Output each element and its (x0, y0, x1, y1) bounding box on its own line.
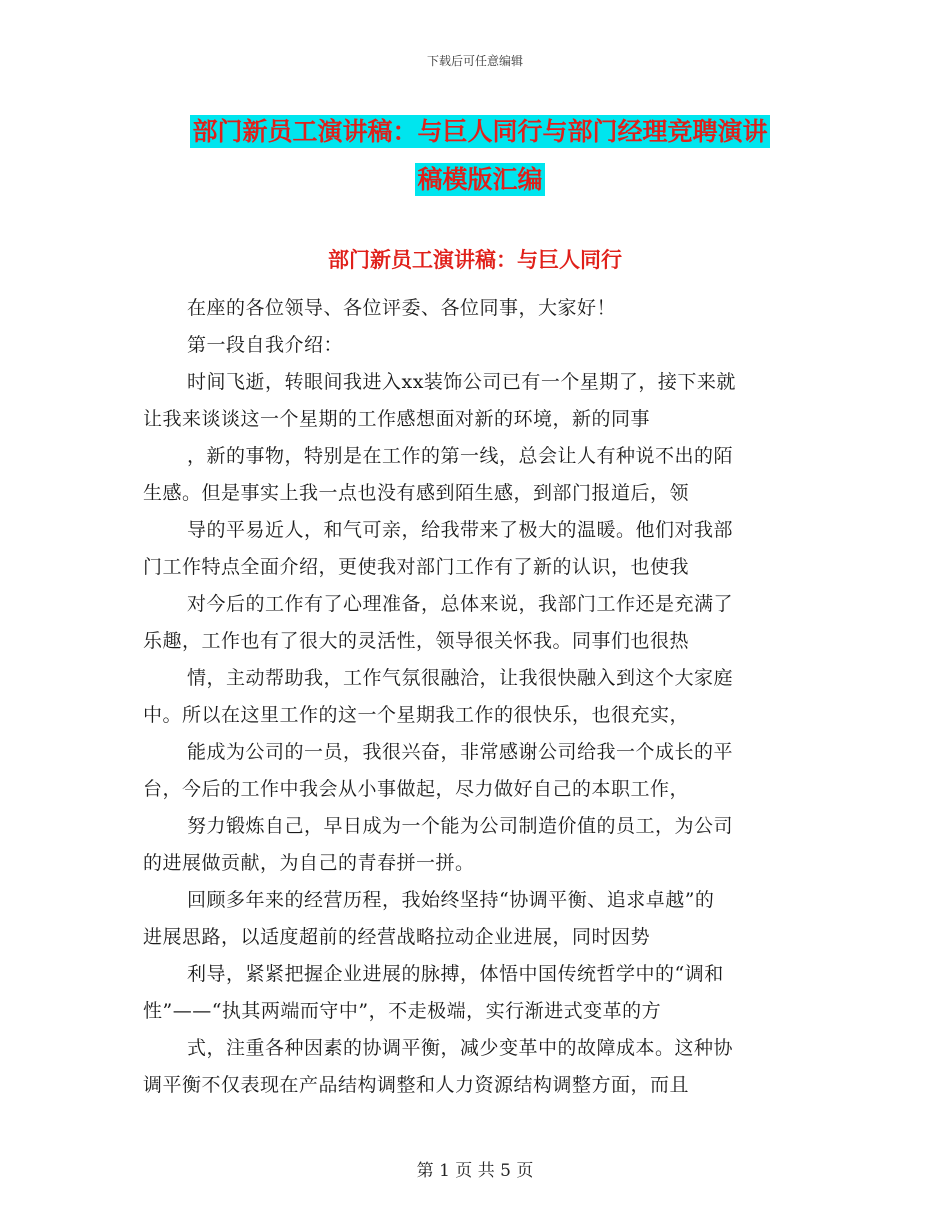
body-line: 回顾多年来的经营历程，我始终坚持“协调平衡、追求卓越”的 (187, 889, 715, 911)
body-line: 努力锻炼自己，早日成为一个能为公司制造价值的员工，为公司 (187, 815, 734, 837)
body-line: ，新的事物，特别是在工作的第一线，总会让人有种说不出的陌 (187, 445, 734, 467)
title-line-2: 稿模版汇编 (417, 165, 543, 194)
body-line: 乐趣，工作也有了很大的灵活性，领导很关怀我。同事们也很热 (143, 630, 690, 652)
body-line: 性”——“执其两端而守中”，不走极端，实行渐进式变革的方 (143, 1000, 662, 1022)
body-line: 式，注重各种因素的协调平衡，减少变革中的故障成本。这种协 (187, 1037, 734, 1059)
page-footer: 第 1 页 共 5 页 (416, 1161, 534, 1181)
document-body (143, 290, 803, 1104)
body-line: 第一段自我介绍： (187, 334, 344, 356)
document-title (140, 108, 820, 204)
body-line: 门工作特点全面介绍，更使我对部门工作有了新的认识，也使我 (143, 556, 690, 578)
body-line: 中。所以在这里工作的这一个星期我工作的很快乐，也很充实， (143, 704, 690, 726)
body-line: 导的平易近人，和气可亲，给我带来了极大的温暖。他们对我部 (187, 519, 734, 541)
body-line: 的进展做贡献，为自己的青春拼一拼。 (143, 852, 475, 874)
body-line: 时间飞逝，转眼间我进入xx装饰公司已有一个星期了，接下来就 (187, 371, 736, 393)
body-line: 在座的各位领导、各位评委、各位同事，大家好！ (187, 297, 617, 319)
section-title: 部门新员工演讲稿：与巨人同行 (328, 248, 622, 272)
body-line: 生感。但是事实上我一点也没有感到陌生感，到部门报道后，领 (143, 482, 690, 504)
header-note: 下载后可任意编辑 (426, 54, 523, 68)
body-line: 能成为公司的一员，我很兴奋，非常感谢公司给我一个成长的平 (187, 741, 734, 763)
body-line: 对今后的工作有了心理准备，总体来说，我部门工作还是充满了 (187, 593, 734, 615)
body-line: 调平衡不仅表现在产品结构调整和人力资源结构调整方面，而且 (143, 1074, 690, 1096)
body-line: 台，今后的工作中我会从小事做起，尽力做好自己的本职工作， (143, 778, 690, 800)
body-line: 进展思路，以适度超前的经营战略拉动企业进展，同时因势 (143, 926, 651, 948)
body-line: 情，主动帮助我，工作气氛很融洽，让我很快融入到这个大家庭 (187, 667, 734, 689)
title-line-1: 部门新员工演讲稿：与巨人同行与部门经理竞聘演讲 (192, 117, 768, 146)
body-line: 让我来谈谈这一个星期的工作感想面对新的环境，新的同事 (143, 408, 651, 430)
body-line: 利导，紧紧把握企业进展的脉搏，体悟中国传统哲学中的“调和 (187, 963, 724, 985)
